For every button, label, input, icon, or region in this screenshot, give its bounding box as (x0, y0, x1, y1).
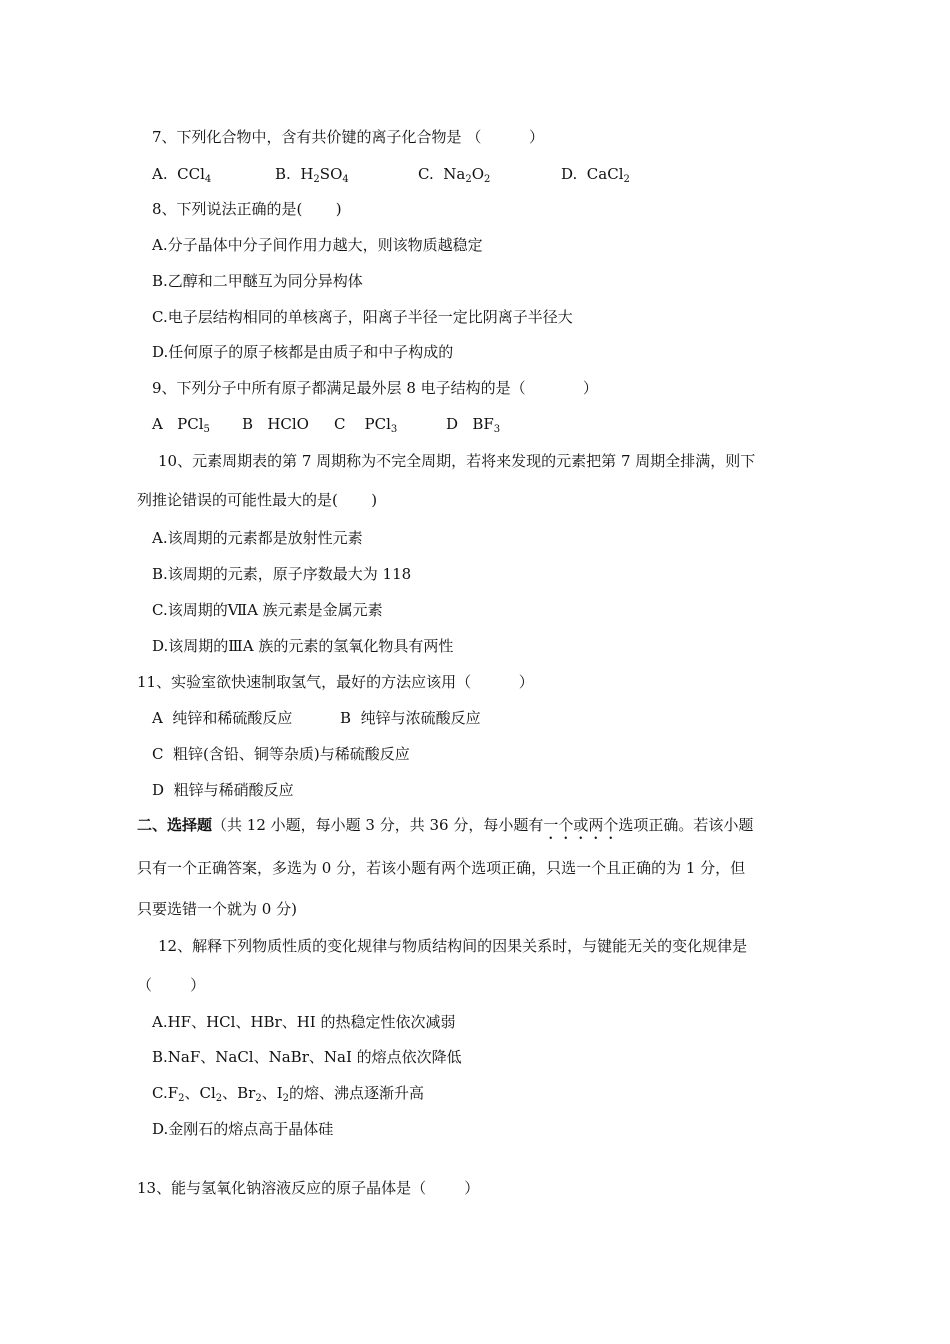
q7-option-a: A. CCl$_4$ (152, 165, 212, 185)
q12-stem-line2: （ ） (137, 976, 206, 994)
q9-options (152, 414, 500, 434)
q8-option-a: A.分子晶体中分子间作用力越大，则该物质越稳定 (152, 236, 483, 254)
q12-option-c: $C.F_2$、$Cl_2$、$Br_2$、$I_2$的熔、沸点逐渐升高 (152, 1084, 425, 1104)
q9-option-a: A PCl$_5$ (152, 415, 210, 435)
q9-stem: 9、下列分子中所有原子都满足最外层 8 电子结构的是（ ） (152, 379, 598, 397)
q10-option-a: A.该周期的元素都是放射性元素 (152, 529, 363, 547)
q12-stem-line1: 12、解释下列物质性质的变化规律与物质结构间的因果关系时，与键能无关的变化规律是 (158, 937, 748, 955)
q11-stem: 11、实验室欲快速制取氢气，最好的方法应该用（ ） (137, 673, 534, 691)
q8-stem: 8、下列说法正确的是( ) (152, 200, 342, 218)
q9-option-c: C PCl$_3$ (334, 415, 398, 435)
q8-option-c: C.电子层结构相同的单核离子，阳离子半径一定比阴离子半径大 (152, 308, 573, 326)
q11-option-d: D 粗锌与稀硝酸反应 (152, 781, 294, 799)
q11-options-ab: A 纯锌和稀硫酸反应 B 纯锌与浓硫酸反应 (152, 709, 481, 727)
q7-option-d: D. CaCl$_2$ (561, 165, 630, 185)
q7-option-b: B. $H_2SO_4$ (275, 165, 349, 185)
q12-option-b: B.NaF、NaCl、NaBr、NaI 的熔点依次降低 (152, 1048, 462, 1066)
q9-option-b: B HClO (242, 415, 309, 433)
section2-line1: 二、选择题（共 12 小题，每小题 3 分，共 36 分，每小题有一个或两个选项正确。若该小题 (137, 816, 754, 834)
q9-option-d: D $BF_3$ (446, 415, 501, 435)
section2-line3: 只要选错一个就为 0 分) (137, 900, 297, 918)
q10-option-b: B.该周期的元素，原子序数最大为 118 (152, 565, 412, 583)
q7-stem: 7、下列化合物中，含有共价键的离子化合物是 （ ） (152, 128, 544, 146)
section2-title: 二、选择题 (137, 816, 213, 834)
q11-option-c: C 粗锌(含铅、铜等杂质)与稀硫酸反应 (152, 745, 410, 763)
q10-stem-line1: 10、元素周期表的第 7 周期称为不完全周期，若将来发现的元素把第 7 周期全排满，则下 (158, 452, 756, 470)
q10-option-c: C.该周期的ⅦA 族元素是金属元素 (152, 601, 383, 619)
q10-option-d: D.该周期的ⅢA 族的元素的氢氧化物具有两性 (152, 637, 454, 655)
q8-option-b: B.乙醇和二甲醚互为同分异构体 (152, 272, 363, 290)
q12-option-a: A.HF、HCl、HBr、HI 的热稳定性依次减弱 (152, 1013, 456, 1031)
emphasized-text: 一个或两个 (543, 816, 619, 834)
q7-option-c: C. $Na_2O_2$ (418, 165, 491, 185)
q10-stem-line2: 列推论错误的可能性最大的是( ) (137, 491, 378, 509)
q13-stem: 13、能与氢氧化钠溶液反应的原子晶体是（ ） (137, 1179, 480, 1197)
section2-line2: 只有一个正确答案，多选为 0 分，若该小题有两个选项正确，只选一个且正确的为 1 分，但 (137, 859, 746, 877)
q7-options (152, 164, 630, 184)
q8-option-d: D.任何原子的原子核都是由质子和中子构成的 (152, 343, 454, 361)
q12-option-d: D.金刚石的熔点高于晶体硅 (152, 1120, 334, 1138)
